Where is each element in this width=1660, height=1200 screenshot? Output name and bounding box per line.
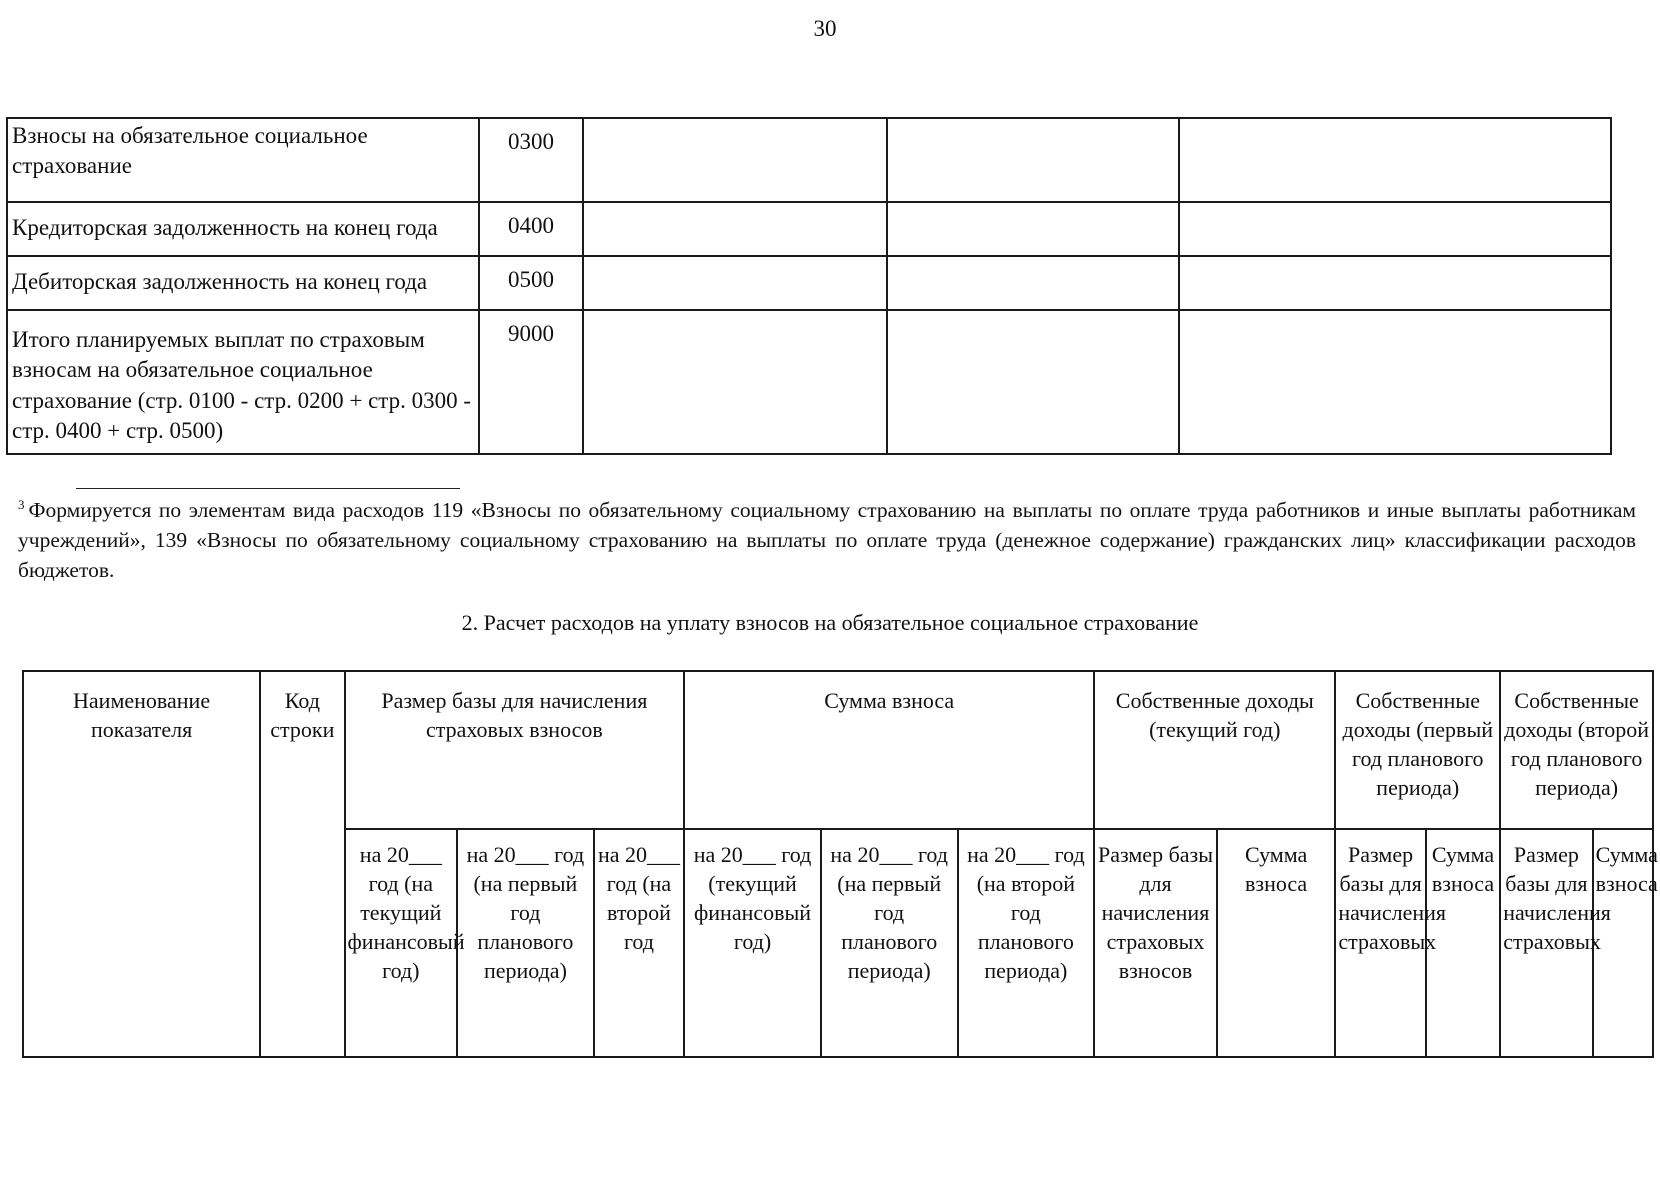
value-cell [887,118,1179,202]
sub-base-current: на 20___ год (на текущий финансовый год) [345,829,458,1057]
row-code: 0400 [479,202,583,256]
row-code: 0500 [479,256,583,310]
footnote-divider [76,488,460,489]
contributions-calculation-table [22,670,1658,1058]
table-row [7,202,1611,256]
value-cell [1179,310,1611,454]
sub-sum-current: на 20___ год (текущий финансовый год) [684,829,821,1057]
header-row [23,671,1653,829]
footnote-text: Формируется по элементам вида расходов 119 «Взносы по обязательному социальному страхованию на выплаты по оплате труда работников и иные выплаты работникам учреждений», 139 «Взносы по обязательному социальному страхованию на выплаты по оплате труда (денежное содержание) гражданских лиц» классификации расходов бюджетов. [18,498,1636,583]
sub-own-second-base: Размер базы для начисления страховых [1500,829,1592,1057]
sub-own-first-sum: Сумма взноса [1426,829,1500,1057]
value-cell [887,310,1179,454]
value-cell [1179,256,1611,310]
sub-own-second-sum: Сумма взноса [1593,829,1653,1057]
table-row [7,256,1611,310]
payments-summary-table [6,117,1612,455]
sub-base-second: на 20___ год (на второй год [594,829,684,1057]
header-own-first: Собственные доходы (первый год планового периода) [1335,671,1500,829]
value-cell [887,256,1179,310]
sub-sum-first: на 20___ год (на первый год планового периода) [821,829,958,1057]
section-title: 2. Расчет расходов на уплату взносов на обязательное социальное страхование [461,610,1199,635]
row-name: Взносы на обязательное социальное страхование [7,118,479,202]
header-own-current: Собственные доходы (текущий год) [1094,671,1335,829]
row-name: Кредиторская задолженность на конец года [7,202,479,256]
row-name: Дебиторская задолженность на конец года [7,256,479,310]
value-cell [887,202,1179,256]
header-name: Наименование показателя [23,671,260,1057]
value-cell [583,202,887,256]
row-name: Итого планируемых выплат по страховым взносам на обязательное социальное страхование (стр. 0100 - стр. 0200 + стр. 0300 - стр. 0400 + стр. 0500) [7,310,479,454]
sub-base-first: на 20___ год (на первый год планового периода) [457,829,594,1057]
page-number: 30 [813,16,837,41]
header-code: Код строки [260,671,344,1057]
sub-own-current-base: Размер базы для начисления страховых взносов [1094,829,1217,1057]
value-cell [1179,202,1611,256]
footnote [18,490,1636,585]
header-own-second: Собственные доходы (второй год планового периода) [1500,671,1653,829]
footnote-mark: 3 [18,497,25,512]
row-code: 0300 [479,118,583,202]
value-cell [1179,118,1611,202]
header-sum: Сумма взноса [684,671,1094,829]
sub-own-first-base: Размер базы для начисления страховых [1335,829,1425,1057]
value-cell [583,118,887,202]
sub-sum-second: на 20___ год (на второй год планового периода) [958,829,1095,1057]
row-code: 9000 [479,310,583,454]
sub-own-current-sum: Сумма взноса [1217,829,1336,1057]
value-cell [583,310,887,454]
value-cell [583,256,887,310]
header-base: Размер базы для начисления страховых взносов [345,671,685,829]
table-row [7,310,1611,454]
table-row [7,118,1611,202]
